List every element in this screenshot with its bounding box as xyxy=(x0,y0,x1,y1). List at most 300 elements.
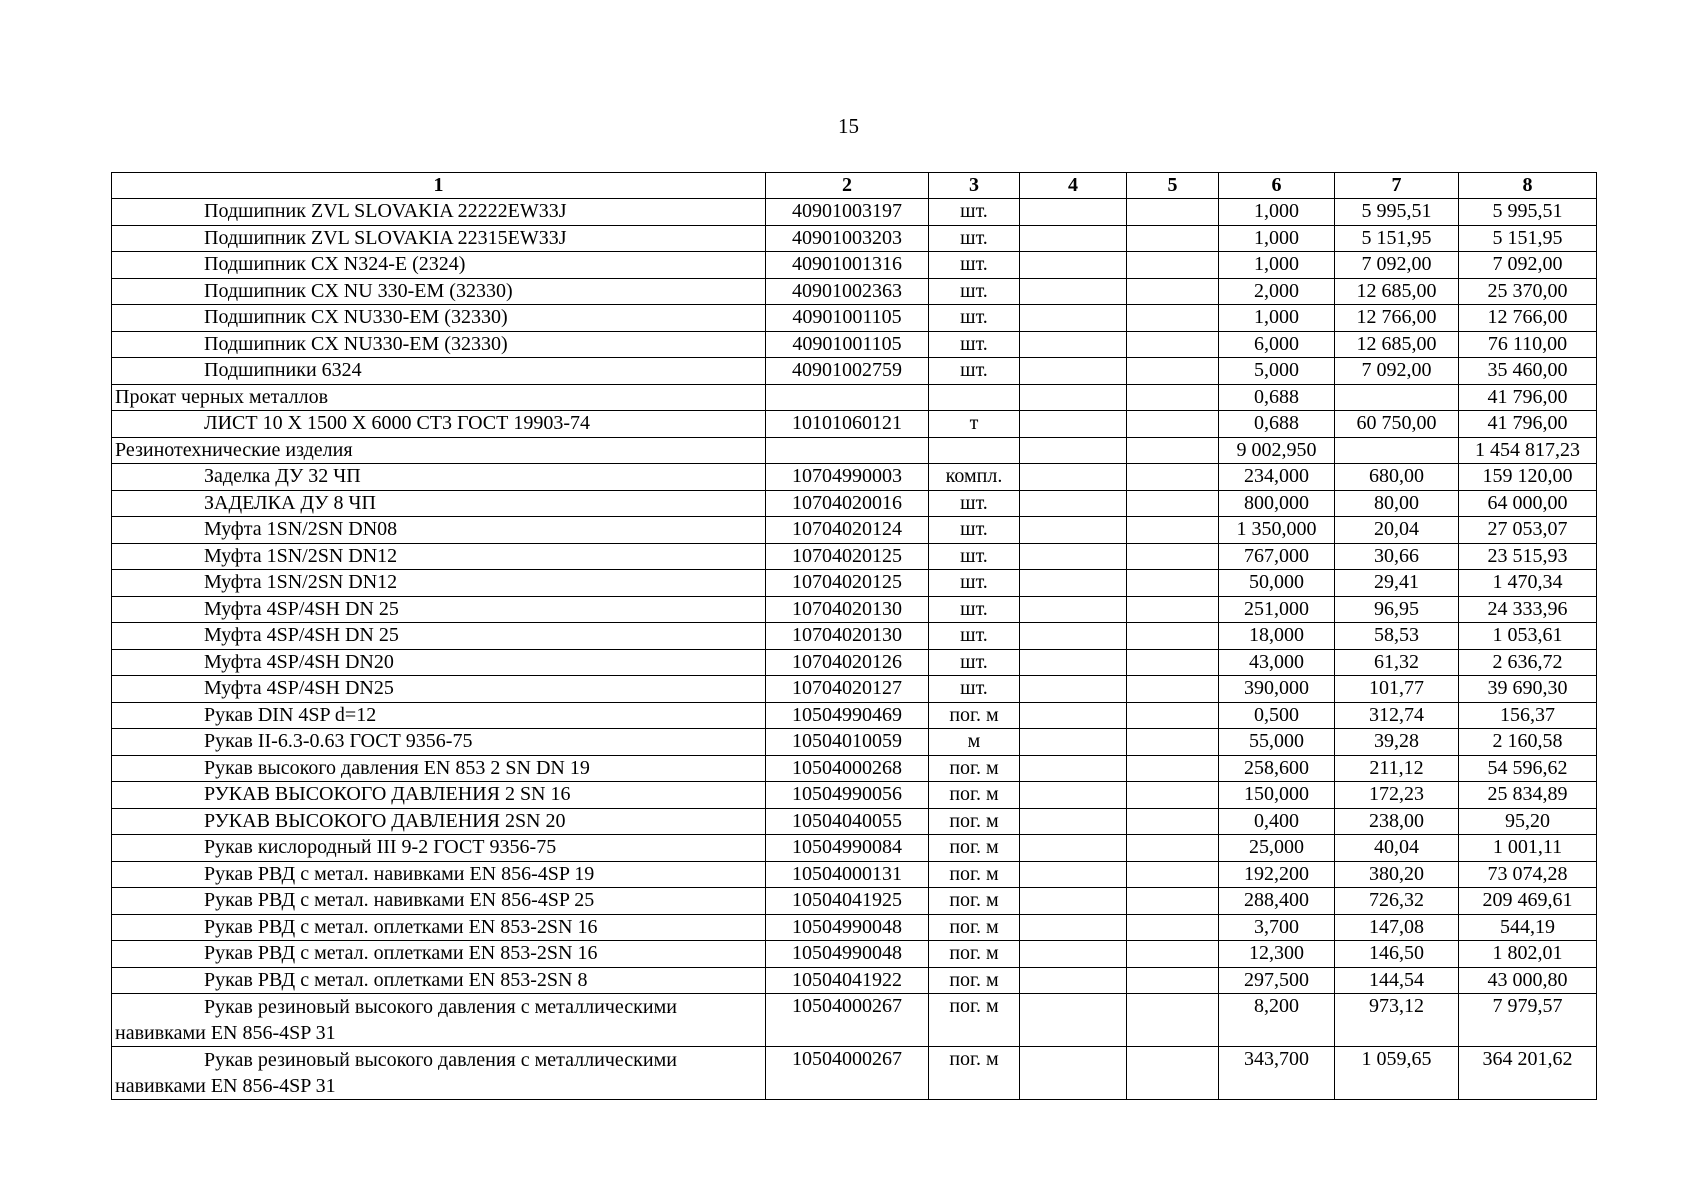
column-5-cell xyxy=(1127,888,1219,915)
item-price: 7 092,00 xyxy=(1335,252,1459,279)
column-header: 8 xyxy=(1459,173,1597,199)
item-price: 40,04 xyxy=(1335,835,1459,862)
column-4-cell xyxy=(1020,199,1127,226)
item-unit: шт. xyxy=(929,331,1020,358)
item-code: 10704020127 xyxy=(766,676,929,703)
item-code: 40901001105 xyxy=(766,305,929,332)
item-name: Рукав резиновый высокого давления с металлическими навивками EN 856-4SP 31 xyxy=(115,1049,677,1097)
column-5-cell xyxy=(1127,225,1219,252)
table-row xyxy=(112,411,1597,438)
item-sum: 35 460,00 xyxy=(1459,358,1597,385)
table-header-row xyxy=(112,173,1597,199)
item-quantity: 767,000 xyxy=(1219,543,1335,570)
column-4-cell xyxy=(1020,278,1127,305)
item-unit: шт. xyxy=(929,278,1020,305)
item-code: 40901002363 xyxy=(766,278,929,305)
item-unit: пог. м xyxy=(929,808,1020,835)
item-price: 20,04 xyxy=(1335,517,1459,544)
item-code: 10704020016 xyxy=(766,490,929,517)
table-row xyxy=(112,941,1597,968)
item-name: РУКАВ ВЫСОКОГО ДАВЛЕНИЯ 2 SN 16 xyxy=(112,782,766,809)
item-code: 10504000267 xyxy=(766,1047,929,1100)
column-5-cell xyxy=(1127,914,1219,941)
item-name: Муфта 4SP/4SH DN 25 xyxy=(112,623,766,650)
item-name: Рукав кислородный III 9-2 ГОСТ 9356-75 xyxy=(112,835,766,862)
column-header: 3 xyxy=(929,173,1020,199)
column-4-cell xyxy=(1020,623,1127,650)
column-5-cell xyxy=(1127,729,1219,756)
item-unit xyxy=(929,384,1020,411)
item-price: 7 092,00 xyxy=(1335,358,1459,385)
column-4-cell xyxy=(1020,411,1127,438)
item-sum: 95,20 xyxy=(1459,808,1597,835)
item-name: Подшипник ZVL SLOVAKIA 22315EW33J xyxy=(112,225,766,252)
item-sum: 25 370,00 xyxy=(1459,278,1597,305)
item-unit: шт. xyxy=(929,199,1020,226)
item-name: Заделка ДУ 32 ЧП xyxy=(112,464,766,491)
table-row xyxy=(112,305,1597,332)
column-4-cell xyxy=(1020,729,1127,756)
item-code: 10504041922 xyxy=(766,967,929,994)
item-name-cell xyxy=(112,1047,766,1100)
item-price: 29,41 xyxy=(1335,570,1459,597)
item-code: 10704990003 xyxy=(766,464,929,491)
column-5-cell xyxy=(1127,278,1219,305)
table-row xyxy=(112,490,1597,517)
table-row xyxy=(112,888,1597,915)
item-name: Муфта 4SP/4SH DN25 xyxy=(112,676,766,703)
item-code: 10504010059 xyxy=(766,729,929,756)
item-sum: 364 201,62 xyxy=(1459,1047,1597,1100)
column-5-cell xyxy=(1127,596,1219,623)
item-quantity: 55,000 xyxy=(1219,729,1335,756)
item-price: 30,66 xyxy=(1335,543,1459,570)
column-5-cell xyxy=(1127,331,1219,358)
column-5-cell xyxy=(1127,437,1219,464)
item-code: 10504990056 xyxy=(766,782,929,809)
item-price: 12 685,00 xyxy=(1335,331,1459,358)
item-code: 10504000268 xyxy=(766,755,929,782)
table-row xyxy=(112,676,1597,703)
table-row xyxy=(112,994,1597,1047)
item-quantity: 288,400 xyxy=(1219,888,1335,915)
item-unit: пог. м xyxy=(929,941,1020,968)
item-unit: пог. м xyxy=(929,702,1020,729)
item-code: 10704020126 xyxy=(766,649,929,676)
item-code: 40901001316 xyxy=(766,252,929,279)
item-name: Муфта 1SN/2SN DN08 xyxy=(112,517,766,544)
column-5-cell xyxy=(1127,755,1219,782)
table-row xyxy=(112,1047,1597,1100)
item-name: Рукав DIN 4SP d=12 xyxy=(112,702,766,729)
item-sum: 7 092,00 xyxy=(1459,252,1597,279)
column-5-cell xyxy=(1127,676,1219,703)
item-sum: 12 766,00 xyxy=(1459,305,1597,332)
item-unit: компл. xyxy=(929,464,1020,491)
column-header: 4 xyxy=(1020,173,1127,199)
column-header: 7 xyxy=(1335,173,1459,199)
item-name: Рукав РВД с метал. навивками EN 856-4SP 19 xyxy=(112,861,766,888)
column-4-cell xyxy=(1020,252,1127,279)
item-name: Подшипник CX NU330-EM (32330) xyxy=(112,331,766,358)
column-5-cell xyxy=(1127,305,1219,332)
column-5-cell xyxy=(1127,861,1219,888)
column-5-cell xyxy=(1127,835,1219,862)
item-price: 680,00 xyxy=(1335,464,1459,491)
item-price: 58,53 xyxy=(1335,623,1459,650)
item-name: РУКАВ ВЫСОКОГО ДАВЛЕНИЯ 2SN 20 xyxy=(112,808,766,835)
item-price: 80,00 xyxy=(1335,490,1459,517)
item-price: 12 766,00 xyxy=(1335,305,1459,332)
item-name: Муфта 4SP/4SH DN20 xyxy=(112,649,766,676)
item-quantity: 1,000 xyxy=(1219,199,1335,226)
item-quantity: 258,600 xyxy=(1219,755,1335,782)
item-sum: 73 074,28 xyxy=(1459,861,1597,888)
item-unit: шт. xyxy=(929,649,1020,676)
item-code: 10504041925 xyxy=(766,888,929,915)
item-quantity: 12,300 xyxy=(1219,941,1335,968)
item-name: Муфта 1SN/2SN DN12 xyxy=(112,543,766,570)
item-price: 39,28 xyxy=(1335,729,1459,756)
item-unit: пог. м xyxy=(929,994,1020,1047)
item-name: ЛИСТ 10 Х 1500 Х 6000 СТ3 ГОСТ 19903-74 xyxy=(112,411,766,438)
item-quantity: 800,000 xyxy=(1219,490,1335,517)
item-price: 211,12 xyxy=(1335,755,1459,782)
item-unit: шт. xyxy=(929,676,1020,703)
table-group-row xyxy=(112,384,1597,411)
item-name: Рукав резиновый высокого давления с металлическими навивками EN 856-4SP 31 xyxy=(115,996,677,1044)
column-4-cell xyxy=(1020,808,1127,835)
item-quantity: 1,000 xyxy=(1219,252,1335,279)
column-4-cell xyxy=(1020,755,1127,782)
item-unit: шт. xyxy=(929,543,1020,570)
item-price: 238,00 xyxy=(1335,808,1459,835)
item-price: 96,95 xyxy=(1335,596,1459,623)
item-quantity: 2,000 xyxy=(1219,278,1335,305)
table-row xyxy=(112,199,1597,226)
item-price: 1 059,65 xyxy=(1335,1047,1459,1100)
item-name: Рукав РВД с метал. оплетками EN 853-2SN 8 xyxy=(112,967,766,994)
column-4-cell xyxy=(1020,517,1127,544)
item-quantity: 1 350,000 xyxy=(1219,517,1335,544)
item-sum: 1 802,01 xyxy=(1459,941,1597,968)
item-sum: 209 469,61 xyxy=(1459,888,1597,915)
column-5-cell xyxy=(1127,252,1219,279)
column-4-cell xyxy=(1020,358,1127,385)
column-4-cell xyxy=(1020,225,1127,252)
item-unit: шт. xyxy=(929,623,1020,650)
item-quantity: 251,000 xyxy=(1219,596,1335,623)
item-name: Подшипник ZVL SLOVAKIA 22222EW33J xyxy=(112,199,766,226)
table-row xyxy=(112,914,1597,941)
item-quantity: 43,000 xyxy=(1219,649,1335,676)
column-5-cell xyxy=(1127,490,1219,517)
item-quantity: 6,000 xyxy=(1219,331,1335,358)
table-row xyxy=(112,358,1597,385)
column-header: 1 xyxy=(112,173,766,199)
item-quantity: 0,500 xyxy=(1219,702,1335,729)
table-row xyxy=(112,702,1597,729)
column-5-cell xyxy=(1127,623,1219,650)
item-sum: 2 636,72 xyxy=(1459,649,1597,676)
column-header: 5 xyxy=(1127,173,1219,199)
column-4-cell xyxy=(1020,888,1127,915)
item-unit: пог. м xyxy=(929,967,1020,994)
item-code: 10101060121 xyxy=(766,411,929,438)
item-sum: 64 000,00 xyxy=(1459,490,1597,517)
table-row xyxy=(112,808,1597,835)
item-quantity: 0,688 xyxy=(1219,411,1335,438)
column-4-cell xyxy=(1020,941,1127,968)
column-4-cell xyxy=(1020,570,1127,597)
item-name: Рукав РВД с метал. навивками EN 856-4SP 25 xyxy=(112,888,766,915)
column-header: 6 xyxy=(1219,173,1335,199)
table-row xyxy=(112,464,1597,491)
item-code xyxy=(766,384,929,411)
item-sum: 1 454 817,23 xyxy=(1459,437,1597,464)
item-name: Муфта 4SP/4SH DN 25 xyxy=(112,596,766,623)
column-4-cell xyxy=(1020,543,1127,570)
column-4-cell xyxy=(1020,861,1127,888)
item-price xyxy=(1335,384,1459,411)
item-quantity: 18,000 xyxy=(1219,623,1335,650)
page-number: 15 xyxy=(838,114,859,138)
item-sum: 41 796,00 xyxy=(1459,411,1597,438)
column-4-cell xyxy=(1020,702,1127,729)
table-row xyxy=(112,252,1597,279)
item-code: 40901003197 xyxy=(766,199,929,226)
item-unit: пог. м xyxy=(929,782,1020,809)
item-price: 146,50 xyxy=(1335,941,1459,968)
column-5-cell xyxy=(1127,570,1219,597)
column-4-cell xyxy=(1020,967,1127,994)
item-unit: шт. xyxy=(929,225,1020,252)
column-5-cell xyxy=(1127,411,1219,438)
table-row xyxy=(112,729,1597,756)
item-code: 10704020130 xyxy=(766,623,929,650)
table-row xyxy=(112,570,1597,597)
item-code: 40901002759 xyxy=(766,358,929,385)
item-price: 147,08 xyxy=(1335,914,1459,941)
item-unit: пог. м xyxy=(929,1047,1020,1100)
item-sum: 23 515,93 xyxy=(1459,543,1597,570)
item-quantity: 5,000 xyxy=(1219,358,1335,385)
column-4-cell xyxy=(1020,994,1127,1047)
column-5-cell xyxy=(1127,994,1219,1047)
item-quantity: 0,688 xyxy=(1219,384,1335,411)
column-4-cell xyxy=(1020,596,1127,623)
item-unit: пог. м xyxy=(929,914,1020,941)
item-sum: 43 000,80 xyxy=(1459,967,1597,994)
item-price: 144,54 xyxy=(1335,967,1459,994)
item-name: Подшипники 6324 xyxy=(112,358,766,385)
item-unit: шт. xyxy=(929,305,1020,332)
materials-table xyxy=(111,172,1597,1100)
item-price: 101,77 xyxy=(1335,676,1459,703)
item-price: 61,32 xyxy=(1335,649,1459,676)
item-code: 10504990048 xyxy=(766,914,929,941)
item-price: 60 750,00 xyxy=(1335,411,1459,438)
column-4-cell xyxy=(1020,782,1127,809)
column-4-cell xyxy=(1020,490,1127,517)
item-name: Муфта 1SN/2SN DN12 xyxy=(112,570,766,597)
item-quantity: 150,000 xyxy=(1219,782,1335,809)
column-4-cell xyxy=(1020,305,1127,332)
table-group-row xyxy=(112,437,1597,464)
item-name-cell xyxy=(112,994,766,1047)
item-price: 5 995,51 xyxy=(1335,199,1459,226)
column-5-cell xyxy=(1127,782,1219,809)
item-price: 380,20 xyxy=(1335,861,1459,888)
item-code: 10704020125 xyxy=(766,543,929,570)
column-4-cell xyxy=(1020,1047,1127,1100)
item-unit: м xyxy=(929,729,1020,756)
column-5-cell xyxy=(1127,967,1219,994)
item-unit: пог. м xyxy=(929,888,1020,915)
item-name: Подшипник CX NU 330-EM (32330) xyxy=(112,278,766,305)
item-price: 312,74 xyxy=(1335,702,1459,729)
item-sum: 24 333,96 xyxy=(1459,596,1597,623)
item-unit: т xyxy=(929,411,1020,438)
column-4-cell xyxy=(1020,835,1127,862)
column-5-cell xyxy=(1127,543,1219,570)
item-sum: 7 979,57 xyxy=(1459,994,1597,1047)
table-row xyxy=(112,225,1597,252)
item-price: 172,23 xyxy=(1335,782,1459,809)
item-sum: 25 834,89 xyxy=(1459,782,1597,809)
table-row xyxy=(112,278,1597,305)
item-price: 12 685,00 xyxy=(1335,278,1459,305)
table-row xyxy=(112,649,1597,676)
item-sum: 5 995,51 xyxy=(1459,199,1597,226)
item-code: 40901003203 xyxy=(766,225,929,252)
column-4-cell xyxy=(1020,331,1127,358)
column-5-cell xyxy=(1127,464,1219,491)
item-quantity: 8,200 xyxy=(1219,994,1335,1047)
item-code: 10704020124 xyxy=(766,517,929,544)
item-code: 10504000131 xyxy=(766,861,929,888)
table-row xyxy=(112,596,1597,623)
item-quantity: 1,000 xyxy=(1219,225,1335,252)
item-sum: 156,37 xyxy=(1459,702,1597,729)
item-quantity: 25,000 xyxy=(1219,835,1335,862)
item-unit xyxy=(929,437,1020,464)
item-unit: шт. xyxy=(929,358,1020,385)
item-quantity: 192,200 xyxy=(1219,861,1335,888)
table-row xyxy=(112,967,1597,994)
column-4-cell xyxy=(1020,649,1127,676)
column-5-cell xyxy=(1127,649,1219,676)
item-price xyxy=(1335,437,1459,464)
item-unit: шт. xyxy=(929,570,1020,597)
item-sum: 544,19 xyxy=(1459,914,1597,941)
item-quantity: 390,000 xyxy=(1219,676,1335,703)
item-name: Рукав II-6.3-0.63 ГОСТ 9356-75 xyxy=(112,729,766,756)
item-code: 40901001105 xyxy=(766,331,929,358)
item-name: Рукав РВД с метал. оплетками EN 853-2SN 16 xyxy=(112,914,766,941)
item-sum: 1 470,34 xyxy=(1459,570,1597,597)
item-sum: 76 110,00 xyxy=(1459,331,1597,358)
item-sum: 5 151,95 xyxy=(1459,225,1597,252)
item-quantity: 297,500 xyxy=(1219,967,1335,994)
item-quantity: 50,000 xyxy=(1219,570,1335,597)
column-4-cell xyxy=(1020,676,1127,703)
item-code xyxy=(766,437,929,464)
item-quantity: 343,700 xyxy=(1219,1047,1335,1100)
item-sum: 39 690,30 xyxy=(1459,676,1597,703)
column-header: 2 xyxy=(766,173,929,199)
table-row xyxy=(112,543,1597,570)
item-unit: шт. xyxy=(929,252,1020,279)
column-4-cell xyxy=(1020,914,1127,941)
item-quantity: 9 002,950 xyxy=(1219,437,1335,464)
item-unit: шт. xyxy=(929,596,1020,623)
table-row xyxy=(112,623,1597,650)
item-code: 10504990048 xyxy=(766,941,929,968)
column-5-cell xyxy=(1127,1047,1219,1100)
column-4-cell xyxy=(1020,437,1127,464)
column-5-cell xyxy=(1127,199,1219,226)
item-unit: шт. xyxy=(929,517,1020,544)
item-unit: шт. xyxy=(929,490,1020,517)
item-quantity: 1,000 xyxy=(1219,305,1335,332)
item-sum: 1 001,11 xyxy=(1459,835,1597,862)
column-5-cell xyxy=(1127,358,1219,385)
item-sum: 159 120,00 xyxy=(1459,464,1597,491)
item-sum: 1 053,61 xyxy=(1459,623,1597,650)
item-unit: пог. м xyxy=(929,861,1020,888)
item-name: Прокат черных металлов xyxy=(112,384,766,411)
column-4-cell xyxy=(1020,464,1127,491)
column-5-cell xyxy=(1127,384,1219,411)
item-sum: 27 053,07 xyxy=(1459,517,1597,544)
item-quantity: 3,700 xyxy=(1219,914,1335,941)
item-code: 10704020130 xyxy=(766,596,929,623)
table-row xyxy=(112,861,1597,888)
item-price: 973,12 xyxy=(1335,994,1459,1047)
column-5-cell xyxy=(1127,941,1219,968)
item-code: 10504990084 xyxy=(766,835,929,862)
item-name: Резинотехнические изделия xyxy=(112,437,766,464)
item-name: Рукав высокого давления EN 853 2 SN DN 19 xyxy=(112,755,766,782)
item-unit: пог. м xyxy=(929,835,1020,862)
item-name: Подшипник CX N324-E (2324) xyxy=(112,252,766,279)
item-quantity: 234,000 xyxy=(1219,464,1335,491)
item-name: Подшипник CX NU330-EM (32330) xyxy=(112,305,766,332)
item-code: 10504040055 xyxy=(766,808,929,835)
item-quantity: 0,400 xyxy=(1219,808,1335,835)
table-row xyxy=(112,782,1597,809)
item-sum: 2 160,58 xyxy=(1459,729,1597,756)
item-price: 5 151,95 xyxy=(1335,225,1459,252)
table-row xyxy=(112,517,1597,544)
column-5-cell xyxy=(1127,517,1219,544)
item-name: ЗАДЕЛКА ДУ 8 ЧП xyxy=(112,490,766,517)
item-code: 10704020125 xyxy=(766,570,929,597)
table-row xyxy=(112,755,1597,782)
item-code: 10504990469 xyxy=(766,702,929,729)
table-row xyxy=(112,835,1597,862)
column-5-cell xyxy=(1127,808,1219,835)
item-unit: пог. м xyxy=(929,755,1020,782)
column-4-cell xyxy=(1020,384,1127,411)
item-sum: 41 796,00 xyxy=(1459,384,1597,411)
item-code: 10504000267 xyxy=(766,994,929,1047)
item-price: 726,32 xyxy=(1335,888,1459,915)
item-name: Рукав РВД с метал. оплетками EN 853-2SN 16 xyxy=(112,941,766,968)
item-sum: 54 596,62 xyxy=(1459,755,1597,782)
column-5-cell xyxy=(1127,702,1219,729)
